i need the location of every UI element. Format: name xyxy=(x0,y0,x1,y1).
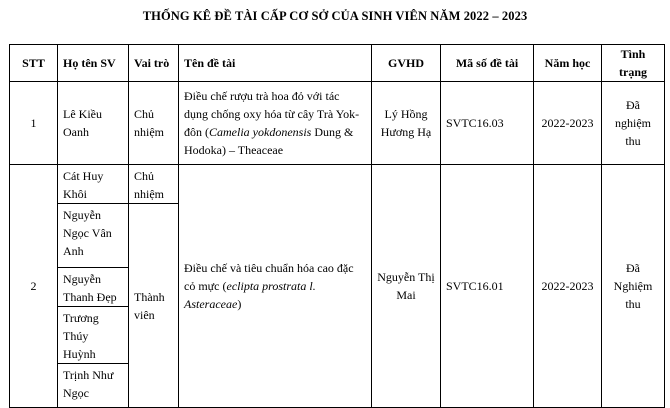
status-cell: Đã Nghiệm thu xyxy=(602,165,665,408)
document-title: THỐNG KÊ ĐỀ TÀI CẤP CƠ SỞ CỦA SINH VIÊN NĂM 2022 – 2023 xyxy=(142,9,528,23)
table-row xyxy=(10,82,665,165)
topics-table xyxy=(9,44,665,408)
student-name-cell: Trịnh Như Ngọc xyxy=(58,364,129,408)
header-advisor: GVHD xyxy=(372,45,441,82)
header-code: Mã số đề tài xyxy=(441,45,534,82)
role-cell: Thành viên xyxy=(129,204,179,408)
topic-cell xyxy=(179,165,372,408)
code-cell: SVTC16.03 xyxy=(441,82,534,165)
table-row xyxy=(10,165,665,204)
status-cell: Đã nghiệm thu xyxy=(602,82,665,165)
topic-text: Điều chế rượu trà hoa đỏ với tác dụng chống oxy hóa từ cây Trà Yok-đôn ( xyxy=(184,89,360,139)
header-topic: Tên đề tài xyxy=(179,45,372,82)
header-name: Họ tên SV xyxy=(58,45,129,82)
topic-text-suffix: ) xyxy=(237,297,242,311)
student-name-cell: Cát Huy Khôi xyxy=(58,165,129,204)
header-status: Tình trạng xyxy=(602,45,665,82)
topic-text: Điều chế và tiêu chuẩn hóa cao đặc cỏ mực ( xyxy=(184,261,354,293)
student-name-cell: Nguyễn Thanh Đẹp xyxy=(58,268,129,307)
year-cell: 2022-2023 xyxy=(534,165,602,408)
header-row xyxy=(10,45,665,82)
stt-cell: 2 xyxy=(10,165,58,408)
header-stt: STT xyxy=(10,45,58,82)
header-role: Vai trò xyxy=(129,45,179,82)
advisor-cell: Lý Hồng Hương Hạ xyxy=(372,82,441,165)
role-cell: Chủ nhiệm xyxy=(129,82,179,165)
role-cell: Chủ nhiệm xyxy=(129,165,179,204)
topic-scientific-name: eclipta prostrata l. Asteraceae xyxy=(184,279,316,311)
stt-cell: 1 xyxy=(10,82,58,165)
advisor-cell: Nguyễn Thị Mai xyxy=(372,165,441,408)
code-cell: SVTC16.01 xyxy=(441,165,534,408)
student-name-cell: Lê Kiều Oanh xyxy=(58,82,129,165)
topic-scientific-name: Camelia yokdonensis xyxy=(209,125,312,139)
header-year: Năm học xyxy=(534,45,602,82)
student-name-cell: Nguyễn Ngọc Vân Anh xyxy=(58,204,129,268)
student-name-cell: Trương Thúy Huỳnh xyxy=(58,307,129,364)
topic-text-suffix: Dung & Hodoka) – Theaceae xyxy=(184,125,354,157)
topic-cell xyxy=(179,82,372,165)
year-cell: 2022-2023 xyxy=(534,82,602,165)
